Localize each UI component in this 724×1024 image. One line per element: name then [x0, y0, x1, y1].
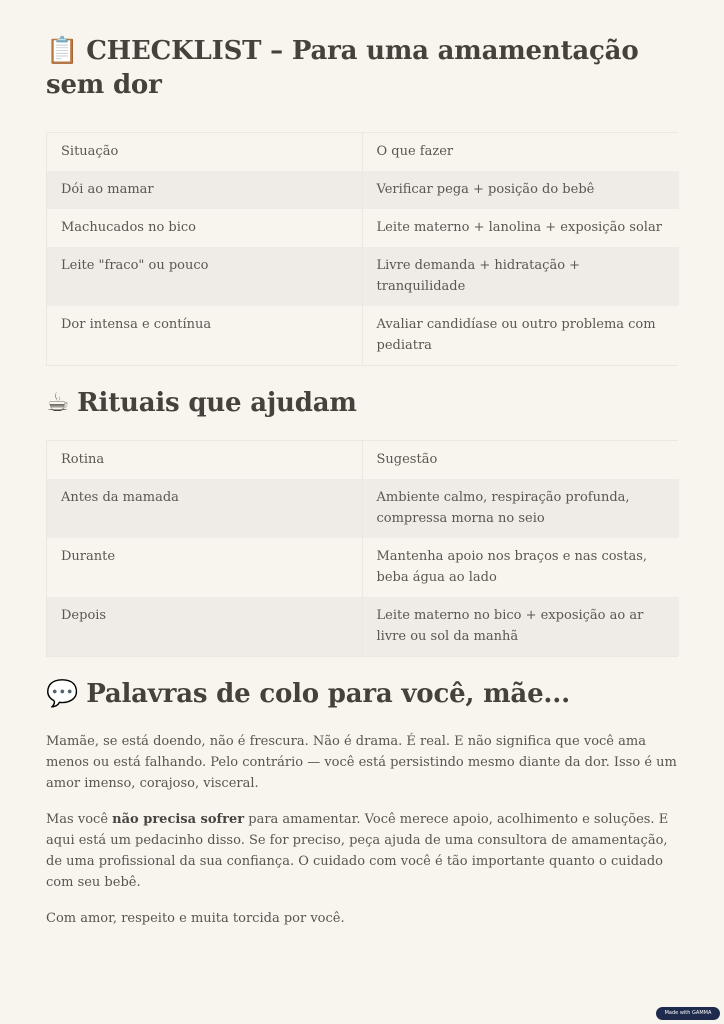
- table-cell: Leite materno no bico + exposição ao ar livre ou sol da manhã: [376, 608, 644, 644]
- table-header-cell: Rotina: [47, 441, 362, 479]
- table-row: [47, 209, 679, 247]
- words-title: Palavras de colo para você, mãe...: [86, 679, 570, 709]
- paragraph: [46, 809, 678, 893]
- table-header-cell: O que fazer: [376, 144, 454, 159]
- table-cell: Durante: [47, 538, 362, 597]
- table-cell: Avaliar candidíase ou outro problema com pediatra: [376, 317, 656, 353]
- words-heading: [46, 677, 678, 711]
- closing-line: Com amor, respeito e muita torcida por você.: [46, 911, 345, 926]
- table-cell: Leite materno + lanolina + exposição solar: [376, 220, 662, 235]
- table-cell: Machucados no bico: [47, 209, 362, 247]
- table-row: [47, 247, 679, 306]
- clipboard-icon: 📋: [46, 36, 79, 66]
- checklist-heading: [46, 34, 678, 102]
- table-header-cell: Sugestão: [376, 452, 438, 467]
- made-with-badge[interactable]: Made with GAMMA: [656, 1007, 720, 1020]
- rituals-table: [46, 440, 678, 657]
- table-cell: Ambiente calmo, respiração profunda, compressa morna no seio: [376, 490, 630, 526]
- table-cell: Dói ao mamar: [47, 171, 362, 209]
- table-cell: Leite "fraco" ou pouco: [47, 247, 362, 306]
- table-header-cell: Situação: [47, 133, 362, 171]
- table-row: [47, 538, 679, 597]
- table-cell: Dor intensa e contínua: [47, 306, 362, 365]
- paragraph-text: para amamentar. Você merece apoio, acolhimento e soluções. E aqui está um pedacinho disso. Se for preciso, peça ajuda de uma consultora de amamentação, de uma profissional da sua confiança. O cuidado com você é tão importante quanto o cuidado com seu bebê.: [46, 812, 669, 890]
- rituals-heading: [46, 386, 678, 420]
- coffee-icon: ☕: [46, 388, 70, 418]
- checklist-table: [46, 132, 678, 366]
- checklist-title: CHECKLIST – Para uma amamentação sem dor: [46, 36, 639, 100]
- table-row: [47, 171, 679, 209]
- table-cell: Verificar pega + posição do bebê: [376, 182, 595, 197]
- rituals-title: Rituais que ajudam: [77, 388, 357, 418]
- table-cell: Depois: [47, 597, 362, 656]
- paragraph-text: Mas você: [46, 812, 113, 827]
- table-row: [47, 306, 679, 365]
- table-header-row: [47, 441, 679, 479]
- table-row: [47, 597, 679, 656]
- emphasis-text: não precisa sofrer: [112, 812, 245, 827]
- paragraph: Mamãe, se está doendo, não é frescura. Não é drama. É real. E não significa que você ama menos ou está falhando. Pelo contrário — você está persistindo mesmo diante da dor. Isso é um amor imenso, corajoso, visceral.: [46, 734, 677, 791]
- table-cell: Mantenha apoio nos braços e nas costas, beba água ao lado: [376, 549, 648, 585]
- speech-bubble-icon: 💬: [46, 679, 79, 709]
- table-header-row: [47, 133, 679, 171]
- table-row: [47, 479, 679, 538]
- table-cell: Livre demanda + hidratação + tranquilidade: [376, 258, 581, 294]
- table-cell: Antes da mamada: [47, 479, 362, 538]
- document-page: [46, 34, 678, 929]
